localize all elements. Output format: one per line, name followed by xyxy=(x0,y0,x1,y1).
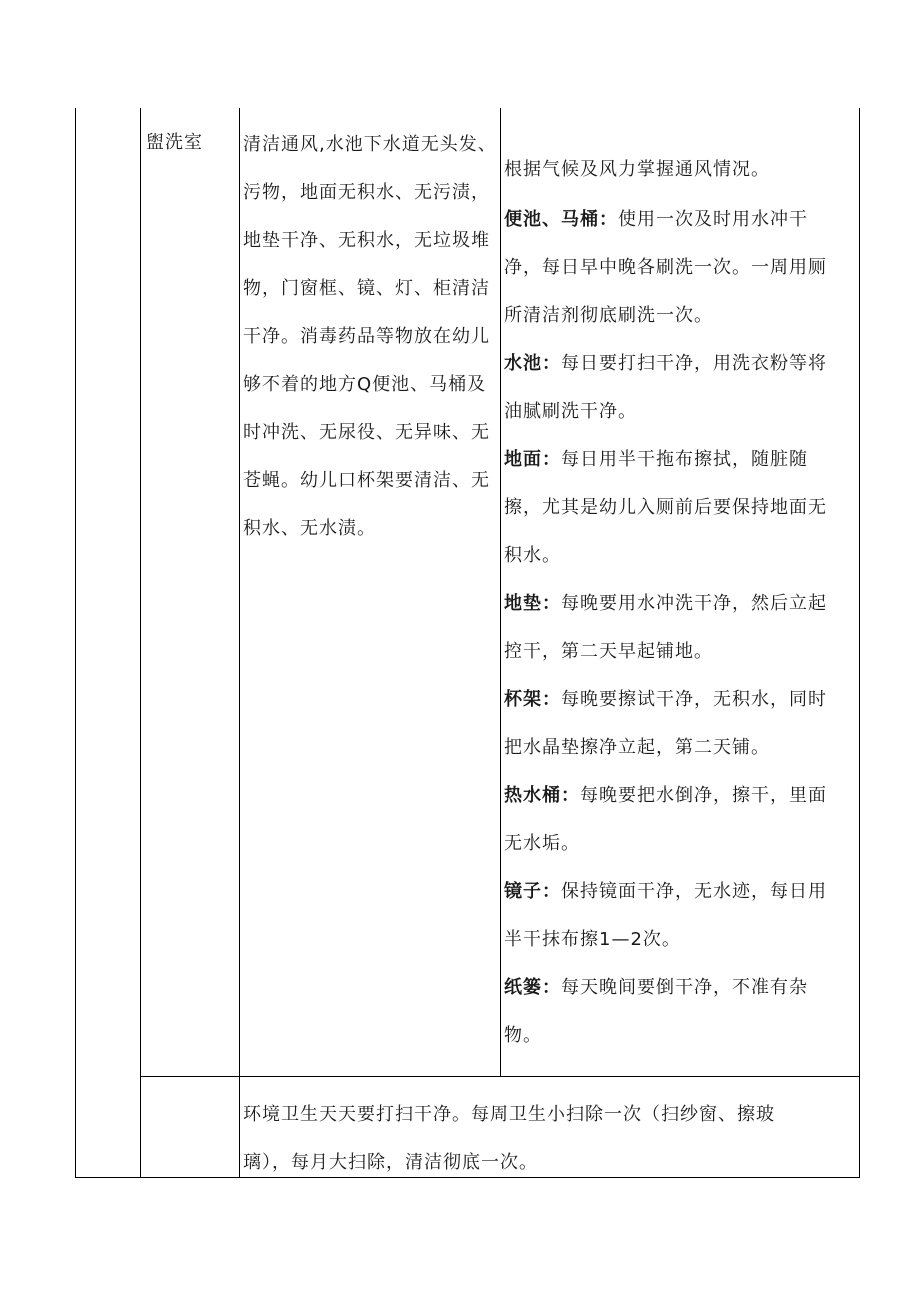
method-label: 水池： xyxy=(504,353,561,374)
method-text: 控干，第二天早起铺地。 xyxy=(504,641,713,662)
method-text: 每晚要把水倒净，擦干，里面 xyxy=(580,785,827,806)
method-text: 半干抹布擦1—2次。 xyxy=(504,929,681,950)
method-label: 镜子： xyxy=(504,881,561,902)
method-text: 使用一次及时用水冲干 xyxy=(618,209,808,230)
method-text: 保持镜面干净，无水迹，每日用 xyxy=(561,881,827,902)
method-cell xyxy=(504,155,858,1075)
standard-line: 清洁通风,水池下水道无头发、 xyxy=(243,134,497,155)
method-text: 油腻刷洗干净。 xyxy=(504,401,637,422)
method-label: 纸篓： xyxy=(504,977,561,998)
method-item xyxy=(504,877,827,903)
method-item xyxy=(504,973,808,999)
standard-line: 干净。消毒药品等物放在幼儿 xyxy=(243,326,490,347)
standard-cell xyxy=(243,130,501,1070)
method-label: 杯架： xyxy=(504,689,561,710)
standard-line: 够不着的地方Q便池、马桶及 xyxy=(243,374,487,395)
standard-line: 积水、无水渍。 xyxy=(243,518,376,539)
table-border-left xyxy=(75,108,76,1178)
method-text: 每晚要用水冲洗干净，然后立起 xyxy=(561,593,827,614)
method-item xyxy=(504,349,827,375)
method-intro: 根据气候及风力掌握通风情况。 xyxy=(504,159,770,180)
method-text: 净，每日早中晚各刷洗一次。一周用厕 xyxy=(504,257,827,278)
method-text: 擦，尤其是幼儿入厕前后要保持地面无 xyxy=(504,497,827,518)
environment-note-line: 环境卫生天天要打扫干净。每周卫生小扫除一次（扫纱窗、擦玻 xyxy=(243,1104,775,1125)
method-item xyxy=(504,589,827,615)
method-text: 每日用半干拖布擦拭，随脏随 xyxy=(561,449,808,470)
table-border-bottom xyxy=(75,1177,860,1178)
method-text: 把水晶垫擦净立起，第二天铺。 xyxy=(504,737,770,758)
method-text: 无水垢。 xyxy=(504,833,580,854)
table-col-divider-1 xyxy=(140,108,141,1178)
table-col-divider-2 xyxy=(239,108,240,1178)
table-border-right xyxy=(859,108,860,1178)
method-label: 便池、马桶： xyxy=(504,209,618,230)
method-text: 每日要打扫干净，用洗衣粉等将 xyxy=(561,353,827,374)
table-row-divider xyxy=(140,1076,860,1077)
method-label: 地面： xyxy=(504,449,561,470)
environment-note-line: 璃），每月大扫除，清洁彻底一次。 xyxy=(243,1152,538,1173)
standard-line: 苍蝇。幼儿口杯架要清洁、无 xyxy=(243,470,490,491)
method-label: 地垫： xyxy=(504,593,561,614)
standard-line: 物，门窗框、镜、灯、柜清洁 xyxy=(243,278,490,299)
method-text: 每天晚间要倒干净，不准有杂 xyxy=(561,977,808,998)
method-item xyxy=(504,445,808,471)
room-name: 盥洗室 xyxy=(146,132,203,153)
method-text: 积水。 xyxy=(504,545,561,566)
method-item xyxy=(504,205,808,231)
method-text: 所清洁剂彻底刷洗一次。 xyxy=(504,305,713,326)
method-text: 物。 xyxy=(504,1025,542,1046)
method-text: 每晚要擦试干净，无积水，同时 xyxy=(561,689,827,710)
method-item xyxy=(504,781,827,807)
standard-line: 时冲洗、无尿役、无异味、无 xyxy=(243,422,490,443)
standard-line: 地垫干净、无积水，无垃圾堆 xyxy=(243,230,490,251)
method-label: 热水桶： xyxy=(504,785,580,806)
method-item xyxy=(504,685,827,711)
standard-line: 污物，地面无积水、无污渍， xyxy=(243,182,490,203)
